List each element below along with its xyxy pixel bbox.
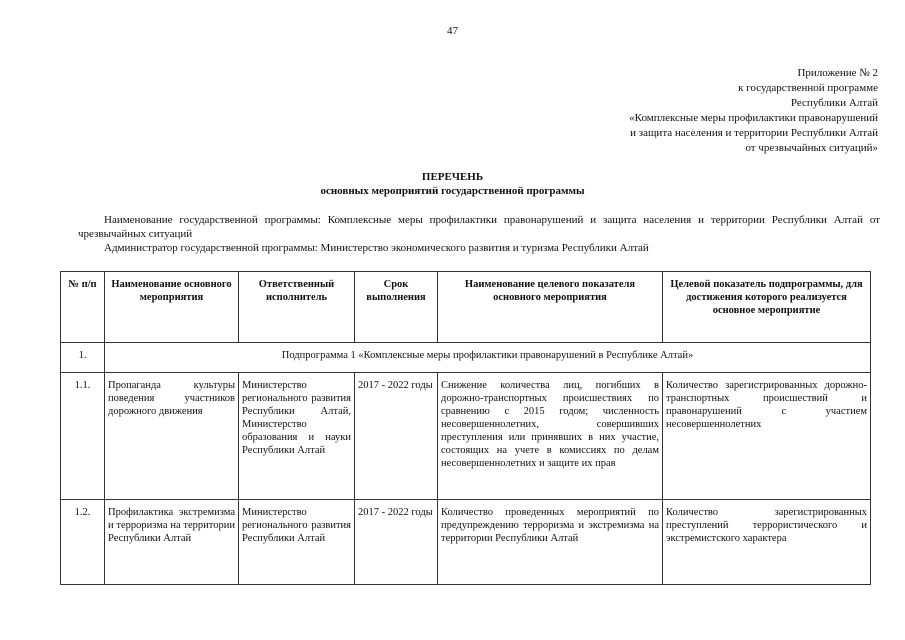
program-info — [78, 213, 880, 255]
row-executor: Министерство регионального развития Республики Алтай — [239, 500, 355, 585]
appendix-line: и защита населения и территории Республики Алтай — [630, 127, 878, 139]
subtitle-line: основных мероприятий государственной программы — [320, 185, 585, 197]
table-row — [61, 500, 871, 585]
appendix-line: к государственной программе — [738, 82, 878, 94]
header-term: Срок выполнения — [355, 272, 438, 343]
subprogram-title: Подпрограмма 1 «Комплексные меры профилактики правонарушений в Республике Алтай» — [105, 343, 871, 373]
program-name: Наименование государственной программы: Комплексные меры профилактики правонарушений и защита населения и территории Республики Алтай от чрезвычайных ситуаций — [78, 214, 880, 240]
appendix-block — [458, 66, 878, 156]
subprogram-number: 1. — [61, 343, 105, 373]
measures-table — [60, 271, 871, 585]
appendix-line: Республики Алтай — [790, 97, 878, 109]
appendix-line: Приложение № 2 — [797, 67, 878, 79]
row-target: Количество зарегистрированных преступлений террористического и экстремистского характера — [663, 500, 871, 585]
row-indicator: Снижение количества лиц, погибших в дорожно-транспортных происшествиях по сравнению с 2015 годом; численность несовершеннолетних, совершивших преступления или принявших в них участие, состоящих на учете в комиссиях по делам несовершеннолетних и защите их прав — [438, 373, 663, 500]
appendix-line: «Комплексные меры профилактики правонарушений — [629, 112, 878, 124]
table-row — [61, 373, 871, 500]
table-header-row — [61, 272, 871, 343]
title-line: ПЕРЕЧЕНЬ — [421, 171, 484, 183]
row-number: 1.1. — [61, 373, 105, 500]
page-number: 47 — [447, 25, 458, 37]
row-measure: Профилактика экстремизма и терроризма на территории Республики Алтай — [105, 500, 239, 585]
row-measure: Пропаганда культуры поведения участников дорожного движения — [105, 373, 239, 500]
program-administrator: Администратор государственной программы: Министерство экономического развития и туризма Республики Алтай — [104, 242, 649, 254]
appendix-line: от чрезвычайных ситуаций» — [745, 142, 878, 154]
header-executor: Ответственный исполнитель — [239, 272, 355, 343]
row-number: 1.2. — [61, 500, 105, 585]
document-title — [0, 170, 905, 198]
header-measure: Наименование основного мероприятия — [105, 272, 239, 343]
row-term: 2017 - 2022 годы — [355, 500, 438, 585]
row-target: Количество зарегистрированных дорожно-транспортных происшествий и правонарушений с участием несовершеннолетних — [663, 373, 871, 500]
header-indicator: Наименование целевого показателя основного мероприятия — [438, 272, 663, 343]
header-target: Целевой показатель подпрограммы, для достижения которого реализуется основное мероприятие — [663, 272, 871, 343]
row-term: 2017 - 2022 годы — [355, 373, 438, 500]
subprogram-row — [61, 343, 871, 373]
header-number: № п/п — [61, 272, 105, 343]
row-executor: Министерство регионального развития Республики Алтай, Министерство образования и науки Республики Алтай — [239, 373, 355, 500]
row-indicator: Количество проведенных мероприятий по предупреждению терроризма и экстремизма на территории Республики Алтай — [438, 500, 663, 585]
